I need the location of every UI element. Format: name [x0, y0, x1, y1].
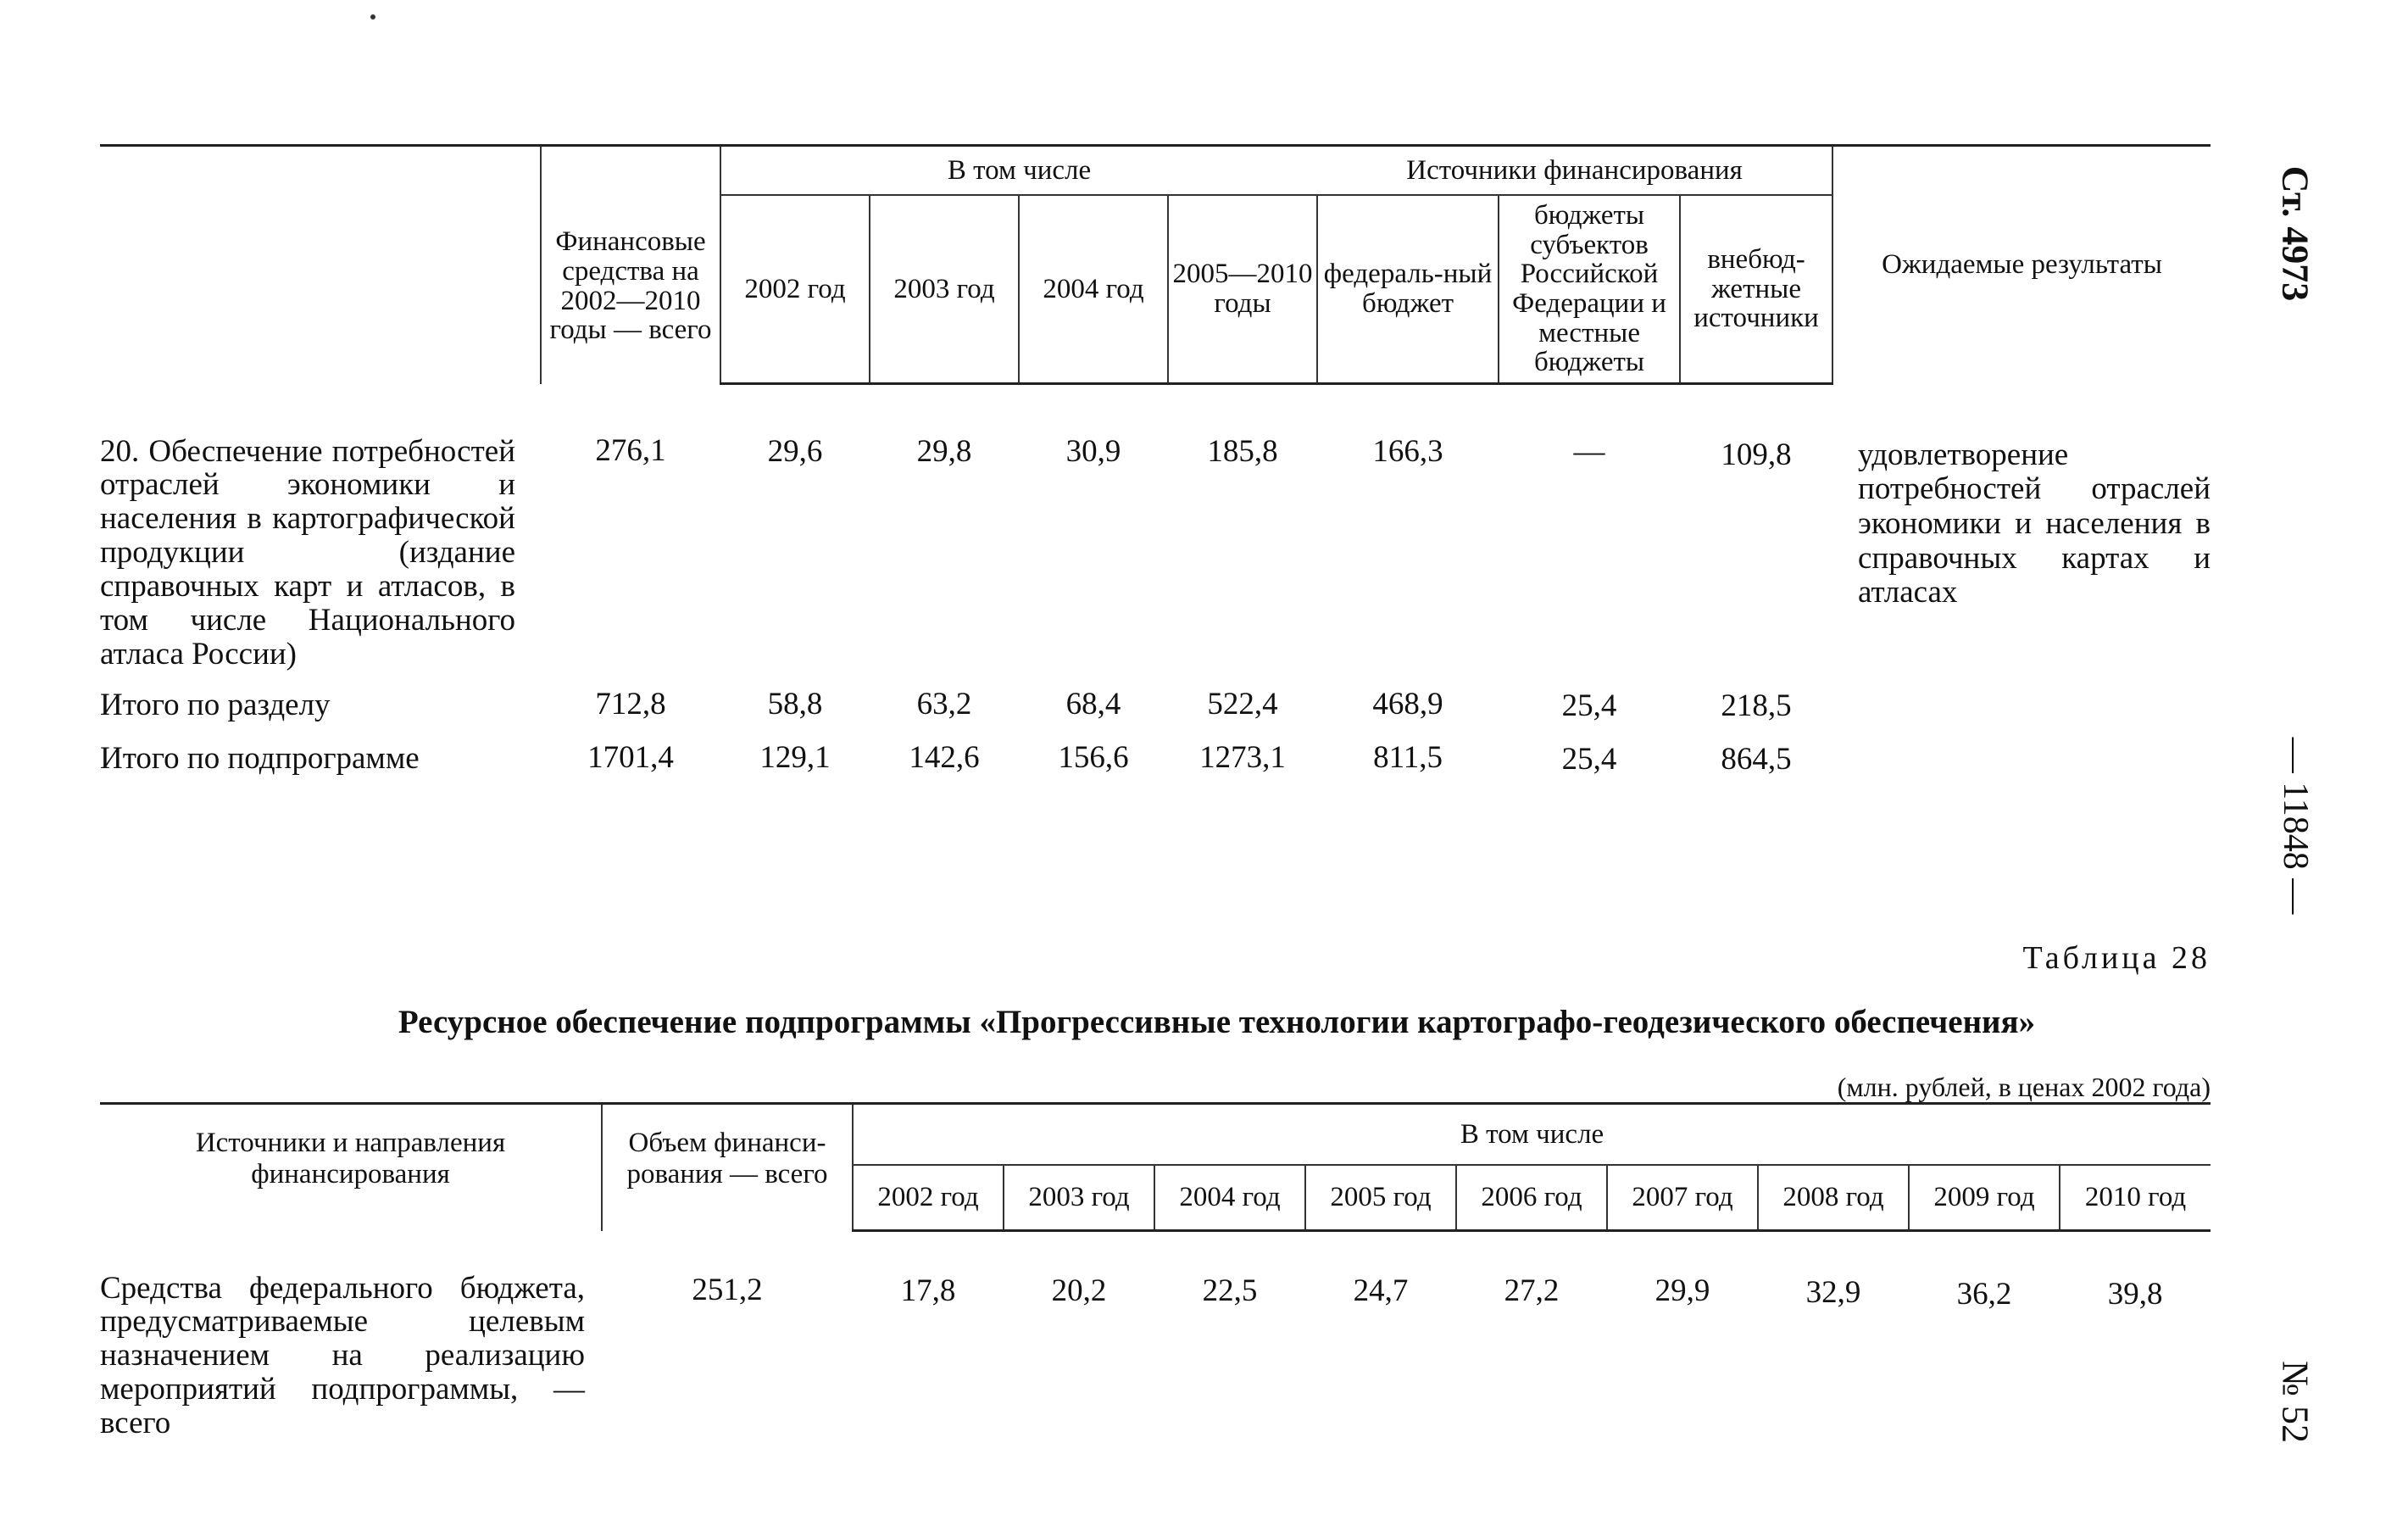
t2-cell-year: 39,8	[2107, 1277, 2163, 1312]
t2-cell-year: 32,9	[1805, 1275, 1861, 1310]
t2-cell-year: 24,7	[1353, 1273, 1409, 1308]
table-number: Таблица 28	[2022, 940, 2211, 976]
t1-cell-2005-2010: 1273,1	[1199, 740, 1286, 776]
t2-cell-year: 36,2	[1956, 1277, 2012, 1312]
t2-cell-year: 20,2	[1051, 1273, 1107, 1308]
t1-cell-2004: 68,4	[1065, 687, 1121, 722]
t1-cell-federal: 468,9	[1372, 687, 1443, 722]
t1-cell-2004: 30,9	[1065, 434, 1121, 469]
t2-header-sources: Источники и направления финансирования	[195, 1128, 506, 1190]
t1-cell-2005-2010: 185,8	[1207, 434, 1278, 469]
page-ref: Ст. 4973	[2274, 165, 2316, 302]
t1-cell-2003: 29,8	[916, 434, 972, 469]
t1-header-2003: 2003 год	[870, 195, 1019, 384]
t2-header-year: 2008 год	[1758, 1165, 1909, 1231]
t2-header-volume: Объем финанси-рования — всего	[602, 1104, 853, 1231]
t1-header-offbudget: внебюд-жетные источники	[1680, 195, 1832, 384]
t1-cell-2005-2010: 522,4	[1207, 687, 1278, 722]
t1-cell-2002: 129,1	[759, 740, 831, 776]
t2-cell-total: 251,2	[692, 1272, 763, 1307]
t1-cell-result	[1832, 723, 2211, 777]
t1-cell-offbudget: 864,5	[1721, 742, 1792, 777]
t2-cell-year: 22,5	[1202, 1273, 1258, 1308]
t2-row-label: Средства федерального бюджета, предусматриваемые целевым назначением на реализацию мероприятий подпрограммы, — всего	[100, 1270, 585, 1441]
t1-row-label: Итого по разделу	[100, 688, 331, 723]
t1-cell-total: 276,1	[595, 432, 666, 468]
t1-header-including: В том числе	[720, 146, 1317, 196]
t2-header-year: 2006 год	[1456, 1165, 1607, 1231]
t2-cell-year: 27,2	[1504, 1273, 1560, 1308]
print-dot	[370, 14, 375, 19]
t1-row	[100, 671, 2211, 723]
t1-cell-2002: 58,8	[767, 687, 823, 722]
t1-row-label: 20. Обеспечение потребностей отраслей экономики и населения в картографической продукции (издание справочных карт и атласов, в том числе Национального атласа России)	[100, 433, 515, 672]
t2-header-year: 2004 год	[1154, 1165, 1305, 1231]
t2-header-year: 2003 год	[1004, 1165, 1154, 1231]
t1-cell-2003: 142,6	[909, 740, 980, 776]
t2-header-year: 2009 год	[1909, 1165, 2060, 1231]
t1-header-2004: 2004 год	[1019, 195, 1168, 384]
t1-cell-federal: 811,5	[1373, 740, 1443, 776]
t2-cell-year: 29,9	[1654, 1273, 1710, 1308]
t1-row-label: Итого по подпрограмме	[100, 741, 420, 777]
t2-row	[100, 1231, 2211, 1441]
t1-cell-offbudget: 109,8	[1721, 437, 1792, 472]
t1-cell-result: удовлетворение потребностей отраслей экономики и населения в справочных картах и атласах	[1858, 437, 2211, 610]
t1-header-regional: бюджеты субъектов Российской Федерации и местные бюджеты	[1499, 195, 1680, 384]
t1-cell-result	[1832, 671, 2211, 723]
t1-cell-total: 1701,4	[587, 740, 674, 776]
doc-number: — 11848 —	[2276, 737, 2315, 915]
t1-cell-regional: 25,4	[1561, 688, 1617, 724]
t1-header-label-empty	[100, 146, 541, 384]
table1	[100, 144, 2211, 777]
t1-cell-2003: 63,2	[916, 687, 972, 722]
t2-header-year: 2002 год	[853, 1165, 1004, 1231]
t2-header-year: 2007 год	[1607, 1165, 1758, 1231]
t1-cell-regional: —	[1573, 434, 1605, 469]
issue-number: № 52	[2274, 1361, 2316, 1443]
t1-row	[100, 723, 2211, 777]
t2-header-including: В том числе	[853, 1104, 2211, 1166]
t1-cell-total: 712,8	[595, 687, 666, 722]
t1-cell-offbudget: 218,5	[1721, 688, 1792, 724]
t2-header-year: 2010 год	[2060, 1165, 2211, 1231]
t2-cell-year: 17,8	[900, 1273, 956, 1308]
t1-row	[100, 384, 2211, 672]
table-title: Ресурсное обеспечение подпрограммы «Прогрессивные технологии картографо-геодезического обеспечения»	[398, 1004, 2036, 1040]
t1-header-2005-2010: 2005—2010 годы	[1168, 195, 1317, 384]
table-units: (млн. рублей, в ценах 2002 года)	[1837, 1072, 2211, 1102]
t2-header-year: 2005 год	[1305, 1165, 1456, 1231]
table2	[100, 1102, 2211, 1440]
t1-cell-2004: 156,6	[1058, 740, 1129, 776]
t1-header-sources: Источники финансирования	[1317, 146, 1832, 196]
t1-cell-regional: 25,4	[1561, 742, 1617, 777]
t1-cell-2002: 29,6	[767, 434, 823, 469]
t1-header-federal: федераль-ный бюджет	[1317, 195, 1499, 384]
t1-header-results: Ожидаемые результаты	[1832, 146, 2211, 384]
t1-header-2002: 2002 год	[720, 195, 870, 384]
t1-header-funds: Финансовые средства на 2002—2010 годы — всего	[541, 146, 720, 384]
t1-cell-federal: 166,3	[1372, 434, 1443, 469]
